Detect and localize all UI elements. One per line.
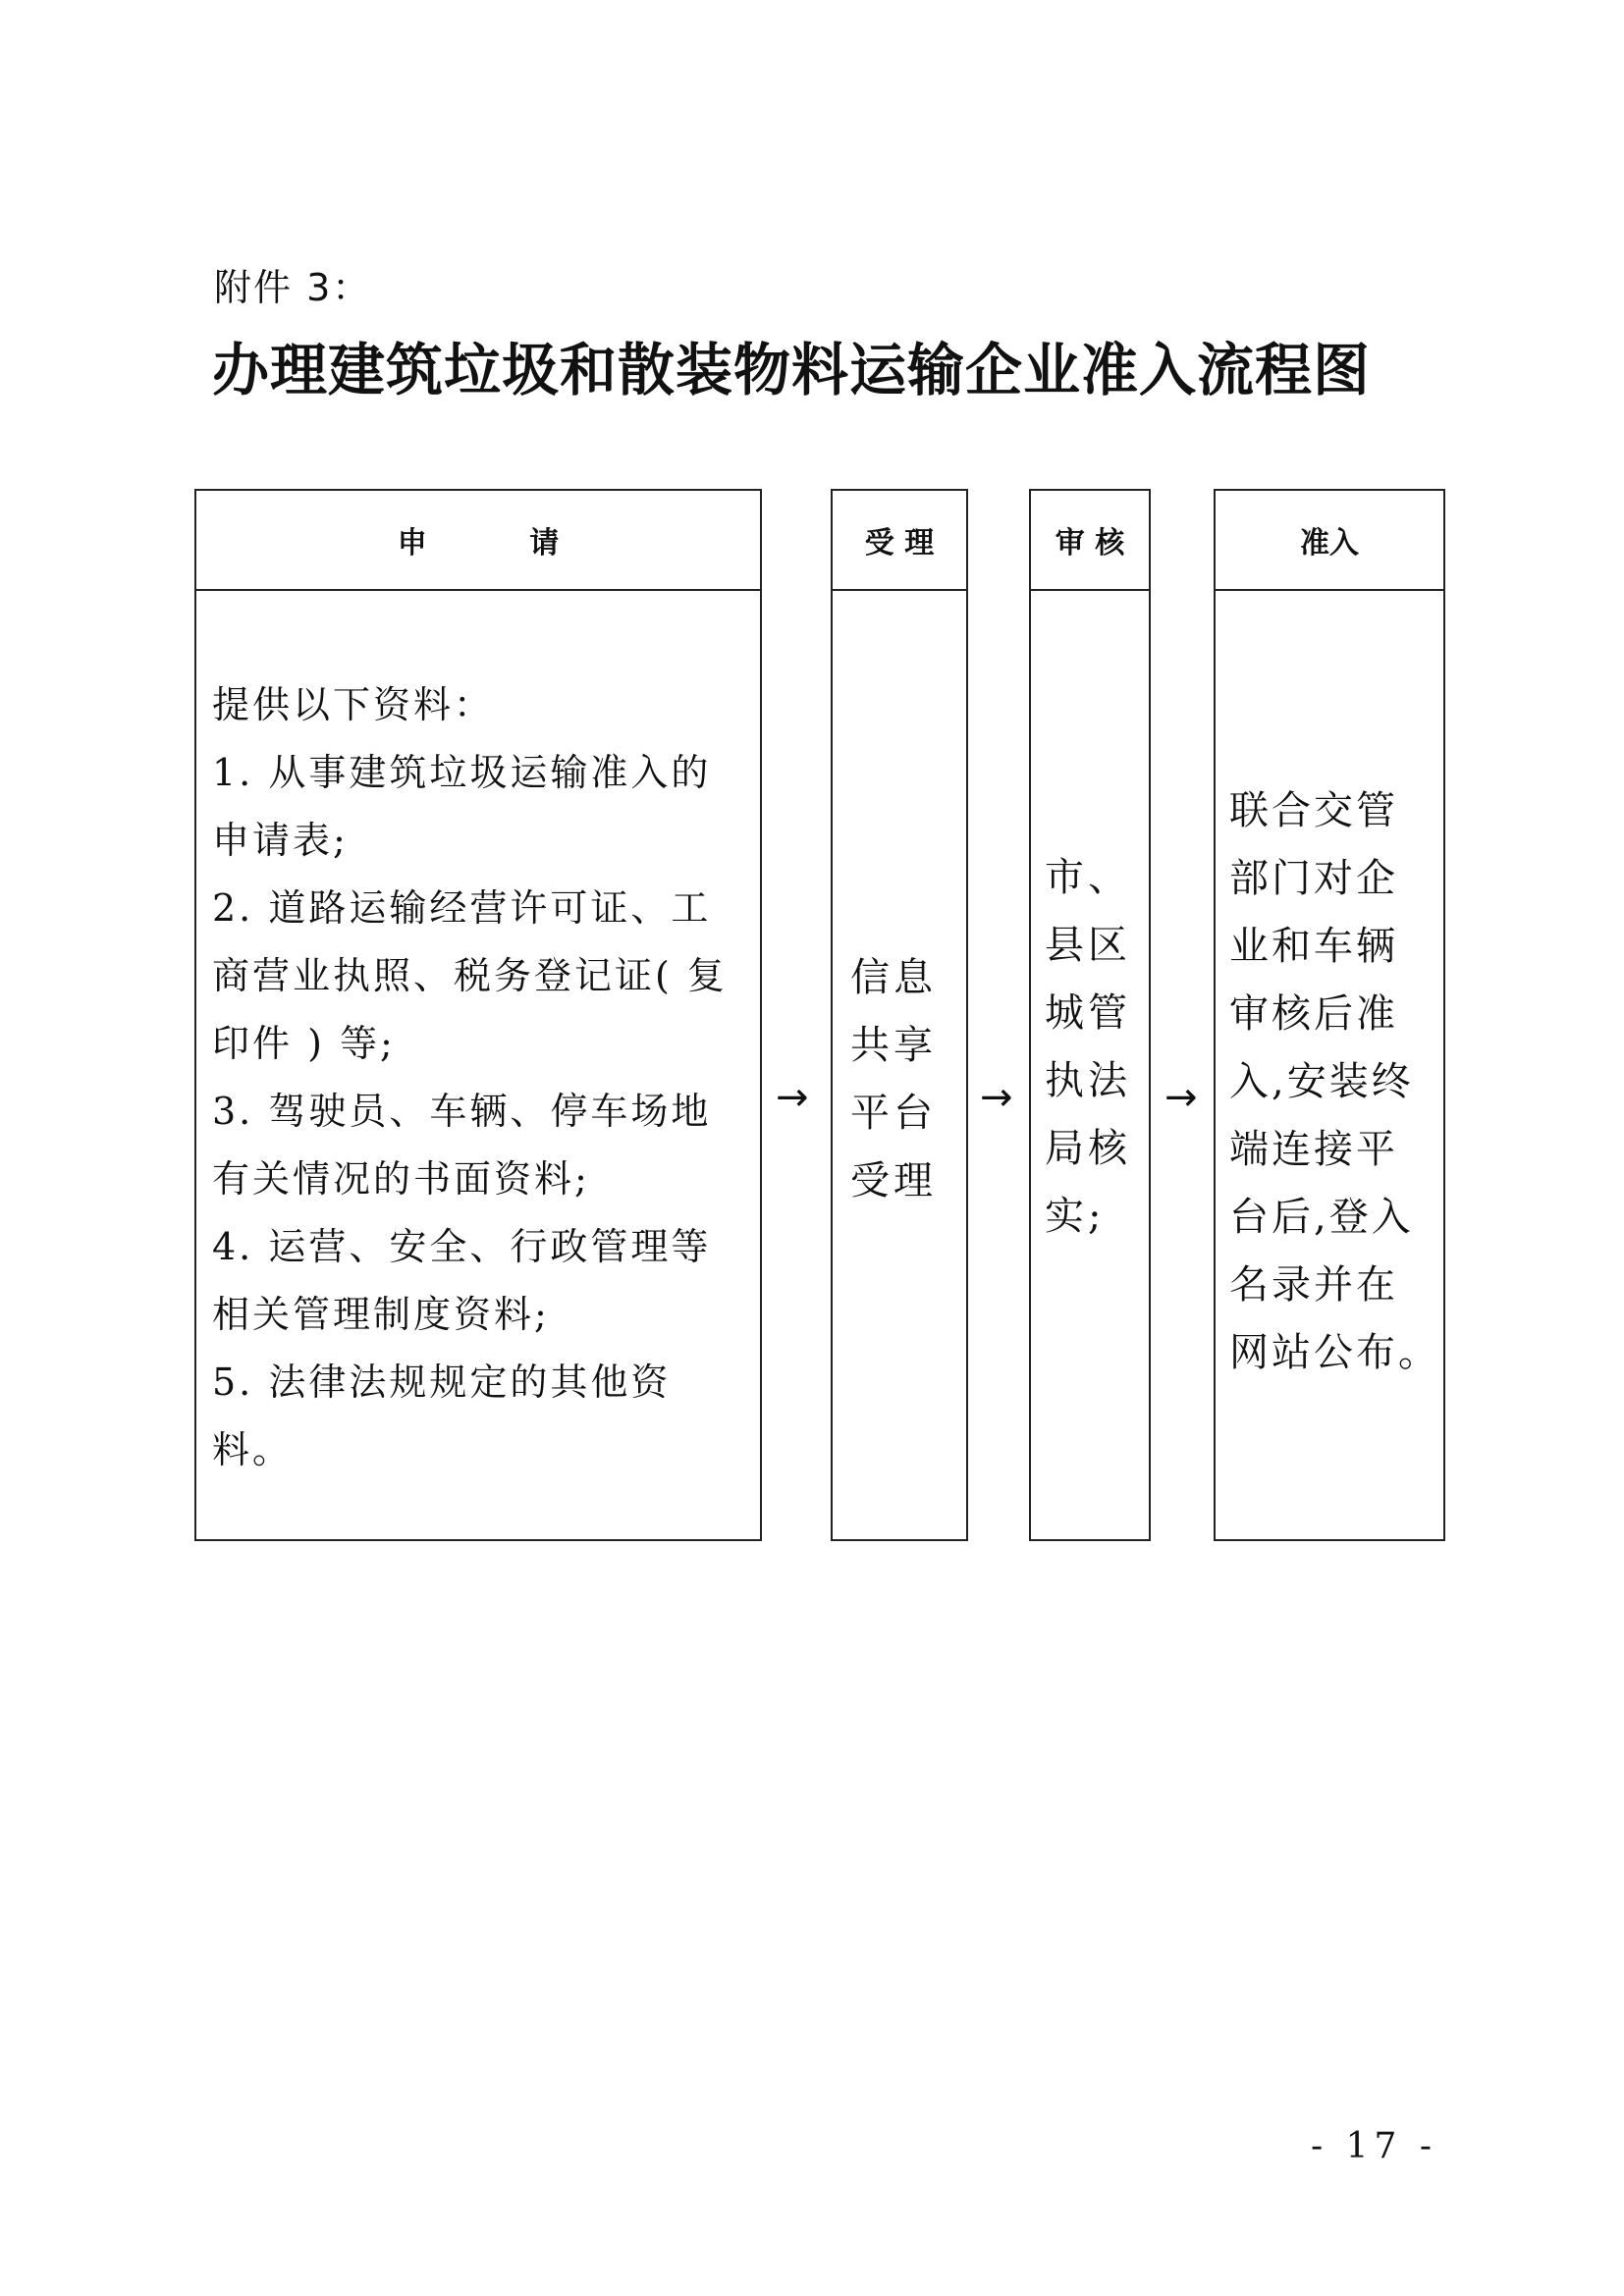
accept-line: 信息 — [850, 955, 937, 1000]
apply-line: 1. 从事建筑垃圾运输准入的 — [212, 751, 712, 794]
document-title: 办理建筑垃圾和散装物料运输企业准入流程图 — [212, 337, 1372, 403]
accept-line: 平台 — [850, 1091, 937, 1136]
review-line: 执法 — [1045, 1058, 1131, 1103]
apply-line: 提供以下资料： — [212, 683, 495, 726]
apply-line: 申请表; — [212, 819, 349, 862]
accept-body — [833, 591, 966, 1539]
apply-text-block — [212, 671, 752, 1484]
admit-line: 名录并在 — [1229, 1262, 1398, 1308]
review-line: 城管 — [1045, 990, 1131, 1036]
admit-line: 网站公布。 — [1229, 1330, 1440, 1375]
accept-line: 共享 — [850, 1023, 937, 1068]
apply-line: 相关管理制度资料; — [212, 1293, 550, 1336]
admit-line: 审核后准 — [1229, 991, 1398, 1037]
apply-line: 3. 驾驶员、车辆、停车场地 — [212, 1090, 712, 1133]
apply-line: 2. 道路运输经营许可证、工 — [212, 886, 712, 930]
flow-arrow-1: → — [776, 1075, 809, 1120]
apply-line: 料。 — [212, 1428, 294, 1471]
flow-arrow-3: → — [1164, 1075, 1198, 1120]
admit-column — [1214, 489, 1445, 1541]
accept-heading: 受 理 — [833, 491, 966, 591]
apply-line: 有关情况的书面资料; — [212, 1157, 590, 1201]
review-heading: 审 核 — [1031, 491, 1149, 591]
apply-line: 印件 ) 等; — [212, 1022, 396, 1065]
review-line: 市、 — [1045, 855, 1131, 900]
review-line: 局核 — [1045, 1126, 1131, 1171]
admit-heading: 准入 — [1216, 491, 1443, 591]
review-line: 县区 — [1045, 923, 1131, 968]
review-body — [1031, 591, 1149, 1539]
review-column — [1029, 489, 1151, 1541]
admit-body — [1216, 591, 1443, 1539]
flow-arrow-2: → — [980, 1075, 1013, 1120]
apply-line: 5. 法律法规规定的其他资 — [212, 1361, 672, 1404]
admit-line: 业和车辆 — [1229, 924, 1398, 969]
review-text-block — [1045, 844, 1131, 1251]
admit-line: 联合交管 — [1229, 788, 1398, 833]
accept-line: 受理 — [850, 1158, 937, 1203]
admit-text-block — [1229, 777, 1440, 1387]
admit-line: 入,安装终 — [1229, 1059, 1414, 1104]
admit-line: 台后,登入 — [1229, 1195, 1414, 1240]
accept-text-block — [850, 944, 937, 1215]
admit-line: 端连接平 — [1229, 1127, 1398, 1172]
admit-line: 部门对企 — [1229, 856, 1398, 901]
apply-line: 商营业执照、税务登记证( 复 — [212, 954, 728, 997]
accept-column — [831, 489, 968, 1541]
page-number: - 17 - — [1311, 2126, 1438, 2166]
apply-line: 4. 运营、安全、行政管理等 — [212, 1225, 712, 1268]
review-line: 实; — [1045, 1194, 1106, 1239]
apply-heading: 申 请 — [196, 491, 760, 591]
apply-body — [196, 591, 760, 1539]
attachment-label: 附件 3： — [214, 266, 372, 309]
apply-column — [194, 489, 762, 1541]
